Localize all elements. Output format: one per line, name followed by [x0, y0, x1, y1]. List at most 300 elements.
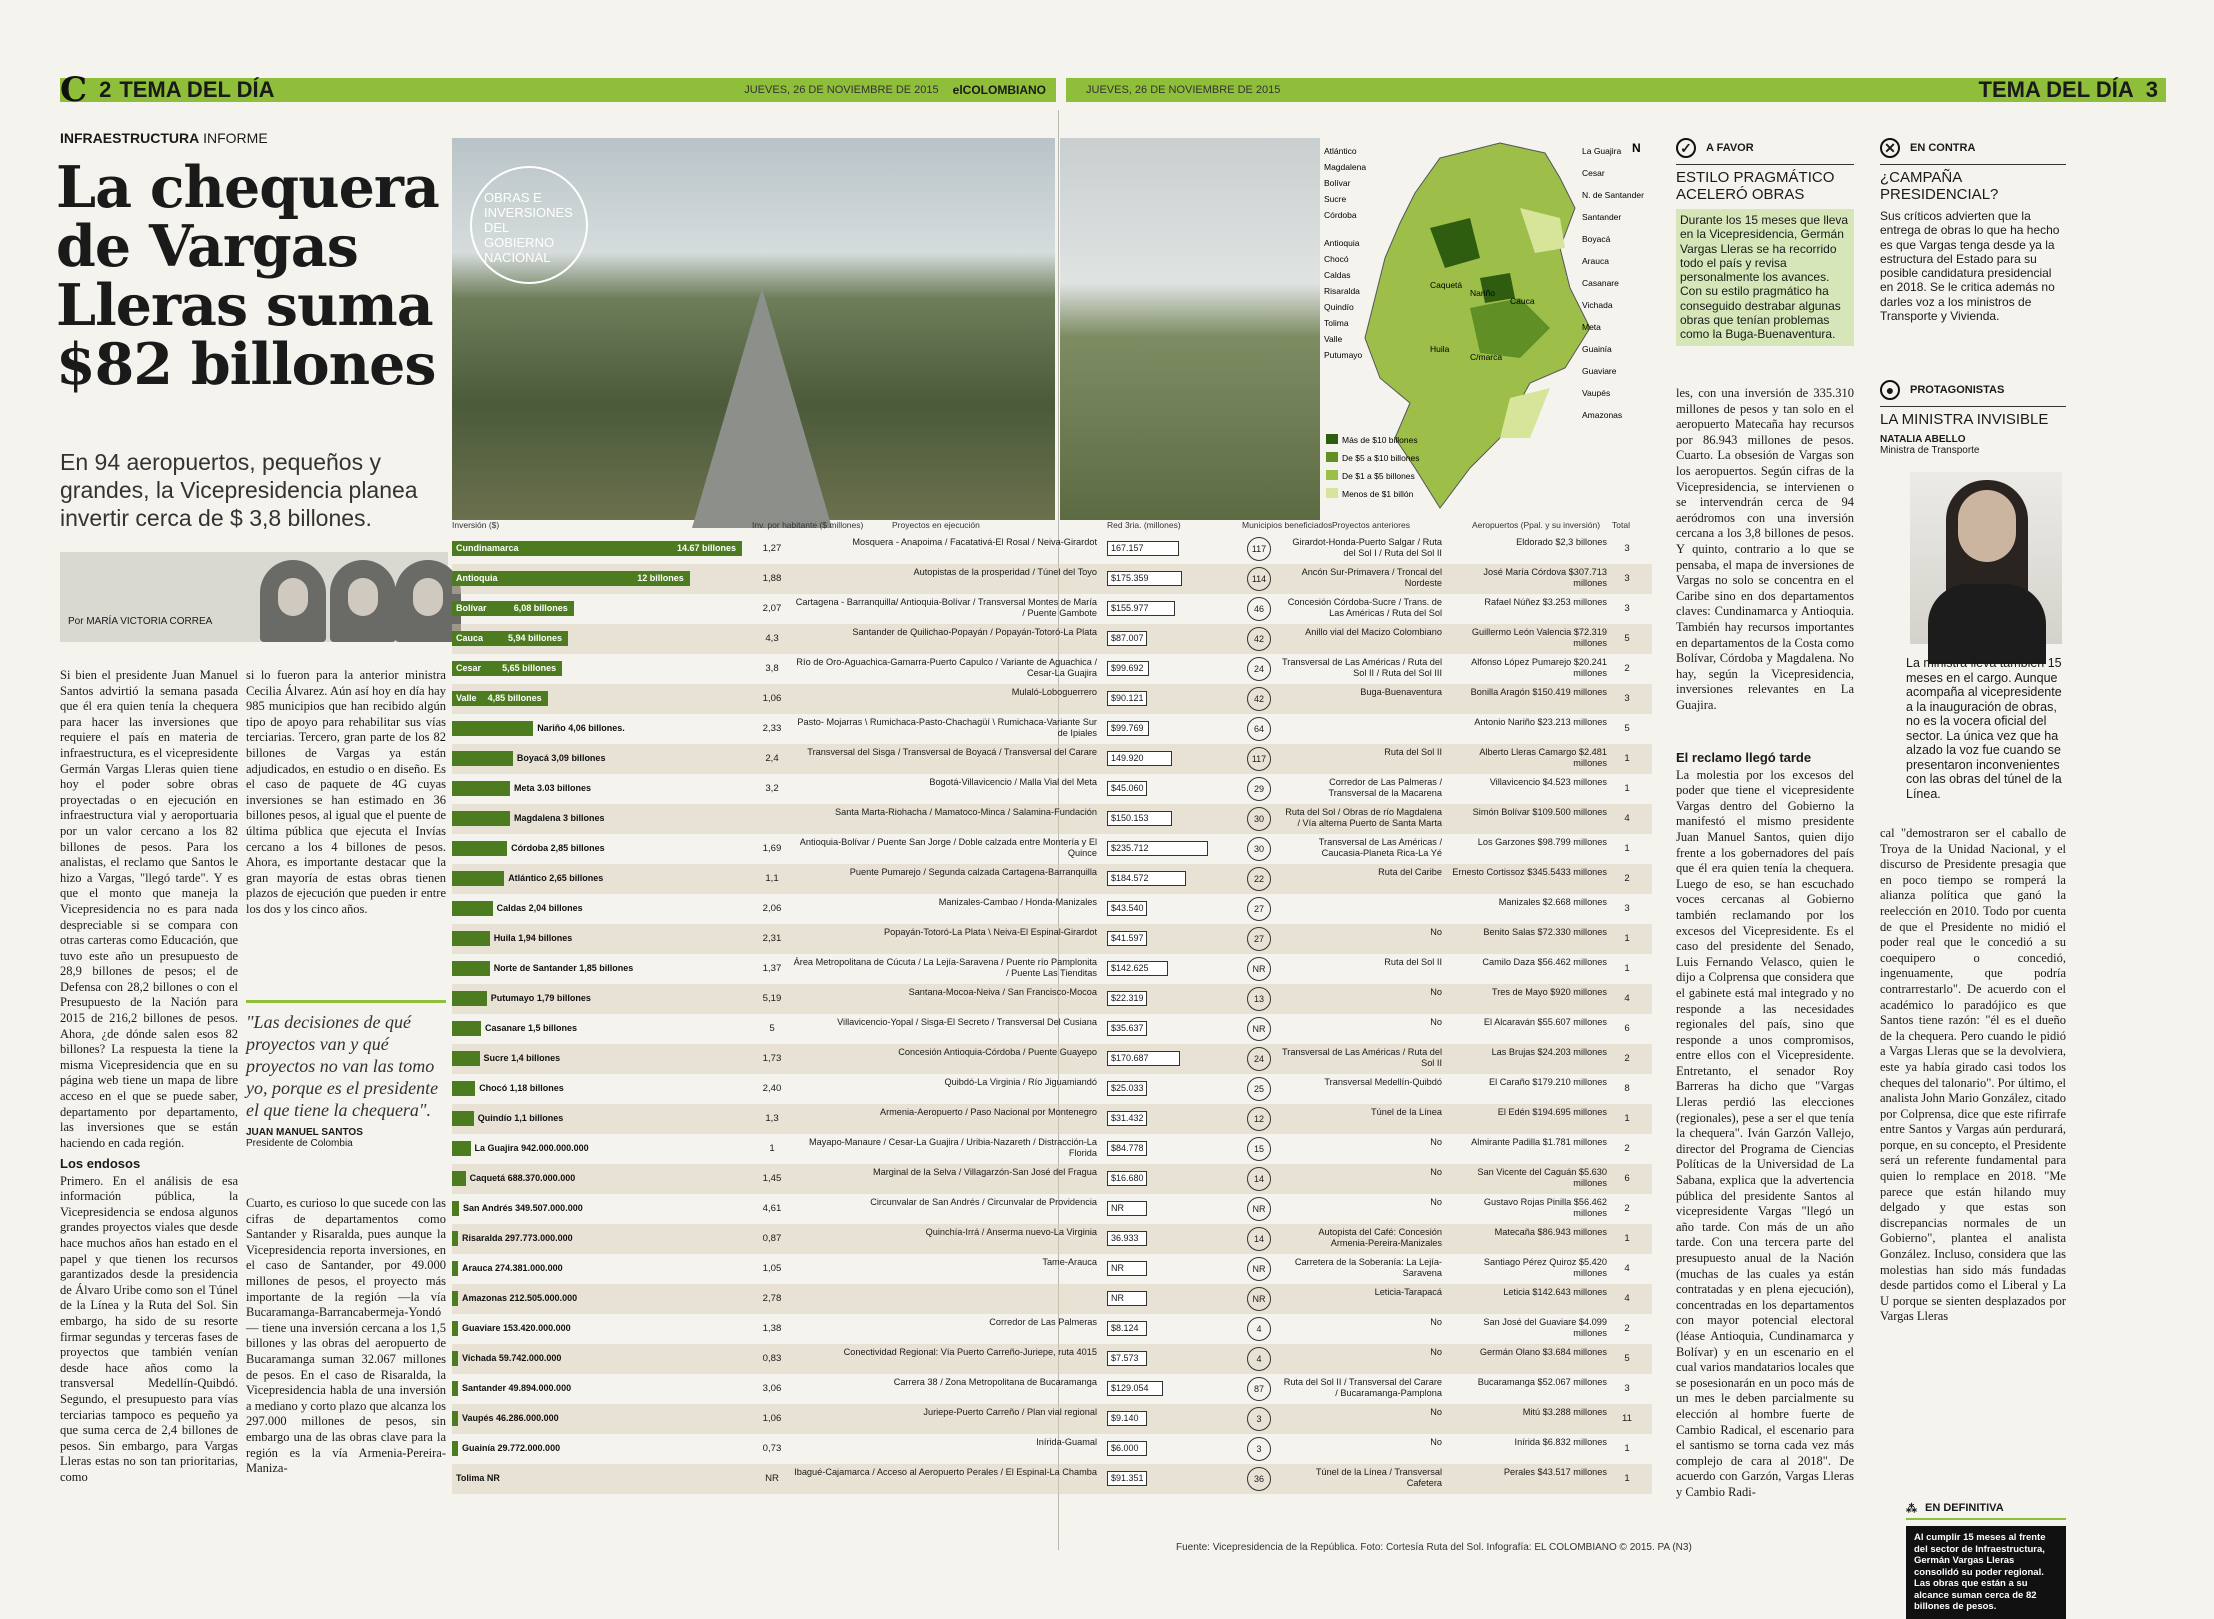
en-definitiva-label: EN DEFINITIVA — [1925, 1502, 2004, 1514]
municipalities: 117 — [1247, 747, 1271, 771]
investment-value: 349.507.000.000 — [515, 1203, 583, 1213]
map-svg — [1320, 138, 1650, 520]
map-department-label: N. de Santander — [1582, 190, 1644, 200]
a-favor-subtitle: ESTILO PRAGMÁTICO ACELERÓ OBRAS — [1676, 164, 1854, 203]
tertiary-network: $45.060 — [1107, 781, 1147, 796]
section-title-right: TEMA DEL DÍA — [1978, 77, 2134, 102]
header-date-right: JUEVES, 26 DE NOVIEMBRE DE 2015 — [1086, 84, 1281, 96]
per-capita: 1,06 — [762, 1413, 782, 1424]
per-capita: 0,83 — [762, 1353, 782, 1364]
airports: Perales $43.517 millones — [1503, 1467, 1607, 1477]
current-projects: Antioquia-Bolívar / Puente San Jorge / Doble calzada entre Montería y El Quince — [799, 837, 1097, 858]
per-capita: 2,07 — [762, 603, 782, 614]
municipalities: NR — [1247, 1257, 1271, 1281]
investment-bar — [452, 1051, 560, 1066]
investment-bar-fill — [452, 841, 507, 856]
current-projects: Villavicencio-Yopal / Sisga-El Secreto / Transversal Del Cusiana — [837, 1017, 1097, 1027]
investment-bar-fill — [452, 1141, 471, 1156]
airports: Matecaña $86.943 millones — [1494, 1227, 1607, 1237]
previous-projects: No — [1430, 1317, 1442, 1327]
per-capita: 4,61 — [762, 1203, 782, 1214]
per-capita: 1,69 — [762, 843, 782, 854]
tertiary-network: NR — [1107, 1201, 1147, 1216]
per-capita: 0,87 — [762, 1233, 782, 1244]
map-department-label: Meta — [1582, 322, 1601, 332]
current-projects: Mosquera - Anapoima / Facatativá-El Rosal / Neiva-Girardot — [852, 537, 1097, 547]
table-row — [452, 564, 1652, 594]
table-row — [452, 984, 1652, 1014]
investment-bar-fill — [452, 1171, 466, 1186]
total: 1 — [1624, 1443, 1630, 1454]
quote-author — [246, 1127, 446, 1149]
protagonistas-box — [1880, 380, 2066, 456]
investment-bar — [452, 541, 742, 556]
total: 1 — [1624, 1113, 1630, 1124]
per-capita: 2,78 — [762, 1293, 782, 1304]
current-projects: Transversal del Sisga / Transversal de Boyacá / Transversal del Carare — [807, 747, 1097, 757]
previous-projects: No — [1430, 927, 1442, 937]
table-row — [452, 1224, 1652, 1254]
en-definitiva-text: Al cumplir 15 meses al frente del sector de Infraestructura, Germán Vargas Lleras consolidó su poder regional. Las obras que están a su alcance suman cerca de 82 billones de pesos. — [1906, 1526, 2066, 1619]
investment-bar — [452, 571, 690, 586]
airports: Guillermo León Valencia $72.319 millones — [1471, 627, 1607, 648]
map-department-label: Bolívar — [1324, 178, 1351, 188]
map-department-label: Valle — [1324, 334, 1343, 344]
per-capita: 2,06 — [762, 903, 782, 914]
total: 3 — [1624, 1383, 1630, 1394]
current-projects: Concesión Antioquia-Córdoba / Puente Guayepo — [898, 1047, 1097, 1057]
department-name: Guainía — [462, 1443, 498, 1453]
deck: En 94 aeropuertos, pequeños y grandes, la Vicepresidencia planea invertir cerca de $ 3,8 billones. — [60, 449, 418, 531]
department-name: Bolívar — [456, 603, 487, 613]
investment-bar — [452, 631, 568, 646]
table-row — [452, 1134, 1652, 1164]
table-row — [452, 684, 1652, 714]
airports: San José del Guaviare $4.099 millones — [1483, 1317, 1607, 1338]
airports: Rafael Núñez $3.253 millones — [1484, 597, 1607, 607]
tertiary-network: $43.540 — [1107, 901, 1147, 916]
airports: El Alcaraván $55.607 millones — [1483, 1017, 1607, 1027]
investment-bar — [452, 721, 625, 736]
body-text: les, con una inversión de 335.310 millones de pesos y tan solo en el aeropuerto Matecaña hay recursos por 86.943 millones de pesos. Cuarto. La obsesión de Vargas son los aeropuertos. Según cifras de la Vicepresidencia, se intervienen o se intervendrán cerca de 94 aeródromos con una inversión cercana a los 3,8 billones de pesos. Y quinto, contrario a lo que se pensaba, el mapa de inversiones de Vargas no solo se concentra en el Caribe sino en dos departamentos claves: Cundinamarca y Antioquia. También hay recursos importantes en departamentos de la Costa como Bolívar, Córdoba y Magdalena. No hay, según la Vicepresidencia, inversiones relevantes en La Guajira. — [1676, 386, 1854, 712]
investment-bar — [452, 601, 574, 616]
table-row — [452, 1374, 1652, 1404]
per-capita: 4,3 — [765, 633, 779, 644]
current-projects: Corredor de Las Palmeras — [989, 1317, 1097, 1327]
current-projects: Manizales-Cambao / Honda-Manizales — [938, 897, 1097, 907]
body-column-2 — [246, 668, 446, 986]
investment-value: 12 billones — [637, 573, 684, 583]
airports: El Caraño $179.210 millones — [1489, 1077, 1607, 1087]
table-row — [452, 924, 1652, 954]
department-name: Vichada — [462, 1353, 499, 1363]
investment-bar — [452, 811, 605, 826]
tertiary-network: $16.680 — [1107, 1171, 1147, 1186]
investment-bar-fill — [452, 1261, 458, 1276]
tertiary-network: $99.769 — [1107, 721, 1149, 736]
current-projects: Área Metropolitana de Cúcuta / La Lejía-Saravena / Puente río Pamplonita / Puente Las Tienditas — [793, 957, 1097, 978]
previous-projects: Buga-Buenaventura — [1360, 687, 1442, 697]
north-arrow: N — [1632, 141, 1641, 155]
legend-label: De $5 a $10 billones — [1342, 453, 1420, 463]
table-row — [452, 1074, 1652, 1104]
investment-bar — [452, 1321, 571, 1336]
total: 6 — [1624, 1023, 1630, 1034]
investment-value: 212.505.000.000 — [509, 1293, 578, 1303]
current-projects: Santander de Quilichao-Popayán / Popayán-Totoró-La Plata — [852, 627, 1097, 637]
kicker-section: INFRAESTRUCTURA — [60, 130, 200, 146]
current-projects: Santana-Mocoa-Neiva / San Francisco-Mocoa — [908, 987, 1097, 997]
total: 5 — [1624, 723, 1630, 734]
department-name: Cesar — [456, 663, 482, 673]
en-contra-label: EN CONTRA — [1910, 142, 1976, 154]
investment-bar-fill — [452, 1411, 458, 1426]
investment-value: 29.772.000.000 — [497, 1443, 561, 1453]
investment-value: 3 billones — [563, 813, 605, 823]
table-row — [452, 654, 1652, 684]
per-capita: 5 — [769, 1023, 775, 1034]
current-projects: Puente Pumarejo / Segunda calzada Cartagena-Barranquilla — [849, 867, 1097, 877]
investment-bar-fill — [452, 991, 487, 1006]
photo-caption: OBRAS E INVERSIONES DEL GOBIERNO NACIONAL — [470, 166, 588, 284]
previous-projects: Anillo vial del Macizo Colombiano — [1305, 627, 1442, 637]
table-header — [452, 520, 1652, 534]
tertiary-network: $90.121 — [1107, 691, 1147, 706]
previous-projects: No — [1430, 1347, 1442, 1357]
table-row — [452, 1464, 1652, 1494]
airports: Eldorado $2,3 billones — [1516, 537, 1607, 547]
current-projects: Armenia-Aeropuerto / Paso Nacional por Montenegro — [879, 1107, 1097, 1117]
investment-value: 274.381.000.000 — [495, 1263, 563, 1273]
total: 2 — [1624, 663, 1630, 674]
department-name: Cundinamarca — [456, 543, 519, 553]
table-header-cell: Inv. por habitante ($ millones) — [752, 520, 864, 530]
tertiary-network: $87.007 — [1107, 631, 1147, 646]
investment-bar-fill — [452, 721, 533, 736]
investment-bar — [452, 1111, 563, 1126]
municipalities: 13 — [1247, 987, 1271, 1011]
per-capita: 1,37 — [762, 963, 782, 974]
municipalities: 14 — [1247, 1167, 1271, 1191]
department-name: Putumayo — [490, 993, 537, 1003]
total: 3 — [1624, 573, 1630, 584]
investment-bar-fill — [452, 751, 513, 766]
table-row — [452, 624, 1652, 654]
table-row — [452, 834, 1652, 864]
previous-projects: Ruta del Caribe — [1378, 867, 1442, 877]
per-capita: 2,40 — [762, 1083, 782, 1094]
airports: Mitú $3.288 millones — [1522, 1407, 1607, 1417]
per-capita: 0,73 — [762, 1443, 782, 1454]
airports: Villavicencio $4.523 millones — [1489, 777, 1607, 787]
total: 1 — [1624, 843, 1630, 854]
investment-bar-fill — [452, 811, 510, 826]
previous-projects: Leticia-Tarapacá — [1374, 1287, 1442, 1297]
page-number: 2 — [99, 77, 112, 102]
map-department-label: Córdoba — [1324, 210, 1357, 220]
tertiary-network: $7.573 — [1107, 1351, 1147, 1366]
department-name: Caldas — [496, 903, 529, 913]
investment-bar-fill — [452, 1321, 458, 1336]
tertiary-network: $150.153 — [1107, 811, 1172, 826]
table-row — [452, 1434, 1652, 1464]
newspaper-name: elCOLOMBIANO — [952, 83, 1046, 97]
total: 1 — [1624, 963, 1630, 974]
tertiary-network: $9.140 — [1107, 1411, 1147, 1426]
current-projects: Marginal de la Selva / Villagarzón-San José del Fragua — [872, 1167, 1097, 1177]
investment-bar — [452, 661, 562, 676]
per-capita: 2,4 — [765, 753, 779, 764]
previous-projects: No — [1430, 1167, 1442, 1177]
quote-author-name: JUAN MANUEL SANTOS — [246, 1127, 363, 1138]
previous-projects: No — [1430, 1437, 1442, 1447]
map-department-label: Guainía — [1582, 344, 1612, 354]
current-projects: Quibdó-La Virginia / Río Jiguamiandó — [944, 1077, 1097, 1087]
department-name: Sucre — [483, 1053, 512, 1063]
total: 3 — [1624, 543, 1630, 554]
subhead: El reclamo llegó tarde — [1676, 750, 1812, 765]
investment-value: 5,65 billones — [502, 663, 557, 673]
investment-value: 1,18 billones — [509, 1083, 564, 1093]
investment-value: 2,85 billones — [550, 843, 605, 853]
legend-label: Menos de $1 billón — [1342, 489, 1414, 499]
airports: Ernesto Cortissoz $345.5433 millones — [1452, 867, 1607, 877]
investment-bar — [452, 1081, 564, 1096]
investment-bar-fill — [452, 781, 510, 796]
airports: José María Córdova $307.713 millones — [1483, 567, 1607, 588]
table-row — [452, 774, 1652, 804]
airports: Inírida $6.832 millones — [1514, 1437, 1607, 1447]
investment-value: 3.03 billones — [537, 783, 592, 793]
total: 6 — [1624, 1173, 1630, 1184]
page-number-right: 3 — [2145, 77, 2158, 102]
map-department-label: Caquetá — [1430, 280, 1463, 290]
map-department-label: Cesar — [1582, 168, 1605, 178]
map-department-label: Huila — [1430, 344, 1450, 354]
municipalities: 30 — [1247, 837, 1271, 861]
department-name: La Guajira — [474, 1143, 522, 1153]
municipalities: 24 — [1247, 1047, 1271, 1071]
current-projects: Pasto- Mojarras \ Rumichaca-Pasto-Chachagüí \ Rumichaca-Variante Sur de Ipiales — [797, 717, 1097, 738]
department-name: Quindío — [477, 1113, 515, 1123]
total: 2 — [1624, 1143, 1630, 1154]
tertiary-network: $99.692 — [1107, 661, 1149, 676]
airports: Camilo Daza $56.462 millones — [1482, 957, 1607, 967]
per-capita: 1 — [769, 1143, 775, 1154]
municipalities: 27 — [1247, 927, 1271, 951]
department-name: Meta — [514, 783, 538, 793]
tertiary-network: 167.157 — [1107, 541, 1179, 556]
airports: Almirante Padilla $1.781 millones — [1471, 1137, 1607, 1147]
total: 11 — [1622, 1413, 1632, 1424]
tertiary-network: 36.933 — [1107, 1231, 1147, 1246]
tertiary-network: NR — [1107, 1261, 1147, 1276]
previous-projects: Girardot-Honda-Puerto Salgar / Ruta del Sol I / Ruta del Sol II — [1292, 537, 1442, 558]
municipalities: 46 — [1247, 597, 1271, 621]
table-header-cell: Red 3ria. (millones) — [1107, 520, 1181, 530]
investment-value: NR — [486, 1473, 500, 1483]
total: 5 — [1624, 1353, 1630, 1364]
municipalities: NR — [1247, 1017, 1271, 1041]
department-name: Amazonas — [462, 1293, 510, 1303]
municipalities: 87 — [1247, 1377, 1271, 1401]
map-department-label: Cauca — [1510, 296, 1535, 306]
per-capita: 2,31 — [762, 933, 782, 944]
investment-value: 5,94 billones — [507, 633, 562, 643]
en-contra-text: Sus críticos advierten que la entrega de obras lo que ha hecho es que Vargas tenga desde ya la estructura del Estado para su posible candidatura presidencial en 2018. Se le critica además no darles voz a los ministros de Transporte y Vivienda. — [1880, 209, 2060, 324]
airports: Antonio Nariño $23.213 millones — [1474, 717, 1607, 727]
map-department-label: Amazonas — [1582, 410, 1623, 420]
investment-value: 2,65 billones — [549, 873, 604, 883]
table-header-cell: Proyectos anteriores — [1332, 520, 1410, 530]
per-capita: 3,8 — [765, 663, 779, 674]
table-row — [452, 1104, 1652, 1134]
previous-projects: Concesión Córdoba-Sucre / Trans. de Las Américas / Ruta del Sol — [1287, 597, 1442, 618]
check-icon: ✓ — [1676, 138, 1696, 158]
table-header-cell: Total — [1612, 520, 1630, 530]
body-text: Si bien el presidente Juan Manuel Santos advirtió la semana pasada que él era quien tenía la chequera para hacer las inversiones que requiere el país en materia de infraestructura, es el vicepresidente Germán Vargas Lleras quien tiene hoy el poder sobre obras proyectadas o en ejecución en infraestructura vial y aeroportuaria por un valor cercano a los 82 billones de pesos. Para los analistas, el reclamo que Santos le hizo a Vargas, "llegó tarde". Y es que el monto que maneja la Vicepresidencia no es para nada despreciable si se compara con otras carteras como Educación, que tuvo este año un presupuesto de 28,9 billones de pesos; el de Defensa con 28,2 billones o con el Presupuesto de la Nación para 2015 de 216,2 billones de pesos. Ahora, ¿de dónde salen esos 82 billones? La respuesta la tiene la misma Vicepresidencia que en su página web tiene un mapa de libre acceso en el que se puede saber, departamento por departamento, las inversiones que se están haciendo en cada región. — [60, 668, 238, 1150]
current-projects: Ibagué-Cajamarca / Acceso al Aeropuerto Perales / El Espinal-La Chamba — [794, 1467, 1097, 1477]
investment-value: 59.742.000.000 — [498, 1353, 562, 1363]
investment-bar — [452, 1171, 575, 1186]
investment-value: 1,4 billones — [511, 1053, 561, 1063]
municipalities: 24 — [1247, 657, 1271, 681]
municipalities: 4 — [1247, 1347, 1271, 1371]
investment-bar — [452, 1351, 561, 1366]
department-name: Chocó — [479, 1083, 510, 1093]
investment-value: 14.67 billones — [676, 543, 736, 553]
investment-value: 153.420.000.000 — [503, 1323, 571, 1333]
tertiary-network: $35.637 — [1107, 1021, 1147, 1036]
tertiary-network: $91.351 — [1107, 1471, 1147, 1486]
per-capita: 1,45 — [762, 1173, 782, 1184]
investment-bar — [452, 751, 605, 766]
map-department-label: Boyacá — [1582, 234, 1611, 244]
municipalities: 22 — [1247, 867, 1271, 891]
a-favor-text: Durante los 15 meses que lleva en la Vicepresidencia, Germán Vargas Lleras se ha recorrido todo el país y revisa personalmente los avances. Con su estilo pragmático ha conseguido destrabar algunas obras que tenían problemas como la Buga-Buenaventura. — [1676, 209, 1854, 346]
previous-projects: No — [1430, 987, 1442, 997]
tertiary-network: $170.687 — [1107, 1051, 1180, 1066]
airports: Gustavo Rojas Pinilla $56.462 millones — [1483, 1197, 1607, 1218]
en-contra-subtitle: ¿CAMPAÑA PRESIDENCIAL? — [1880, 164, 2066, 203]
investment-value: 1,79 billones — [536, 993, 591, 1003]
previous-projects: Transversal Medellín-Quibdó — [1324, 1077, 1442, 1087]
municipalities: 29 — [1247, 777, 1271, 801]
per-capita: 1,73 — [762, 1053, 782, 1064]
total: 4 — [1624, 993, 1630, 1004]
tertiary-network: $22.319 — [1107, 991, 1147, 1006]
en-contra-box — [1880, 138, 2066, 323]
source-credit: Fuente: Vicepresidencia de la República. Foto: Cortesía Ruta del Sol. Infografía: EL COLOMBIANO © 2015. PA (N3) — [1176, 1542, 1692, 1553]
per-capita: 1,05 — [762, 1263, 782, 1274]
table-row — [452, 1344, 1652, 1374]
body-text: Cuarto, es curioso lo que sucede con las cifras de departamentos como Santander y Risaralda, pues aunque la Vicepresidencia reporta inversiones, en el caso de Santander, por 49.000 millones de pesos, el proyecto más importante de la región —la vía Bucaramanga-Barrancabermeja-Yondó— tiene una inversión cercana a los 1,5 billones y las obras del aeropuerto de Bucaramanga suman 32.067 millones de pesos. En el caso de Risaralda, la Vicepresidencia habla de una inversión a mediano y corto plazo que alcanza los 297.000 millones de pesos, sin embargo una de las obras clave para la región es la vía Armenia-Pereira-Maniza- — [246, 1196, 446, 1476]
investment-value: 1,1 billones — [514, 1113, 564, 1123]
tertiary-network: $129.054 — [1107, 1381, 1163, 1396]
map-department-label: Vichada — [1582, 300, 1613, 310]
department-name: Cauca — [456, 633, 484, 643]
table-row — [452, 744, 1652, 774]
investment-bar-fill — [452, 931, 490, 946]
airports: Germán Olano $3.684 millones — [1479, 1347, 1607, 1357]
total: 4 — [1624, 813, 1630, 824]
landscape-photo — [1060, 138, 1320, 520]
header-date: JUEVES, 26 DE NOVIEMBRE DE 2015 — [744, 84, 939, 96]
investment-bar — [452, 1411, 559, 1426]
department-name: Valle — [456, 693, 477, 703]
total: 4 — [1624, 1293, 1630, 1304]
municipalities: NR — [1247, 1197, 1271, 1221]
map-department-label: Quindío — [1324, 302, 1354, 312]
per-capita: NR — [765, 1473, 779, 1484]
investment-value: 1,5 billones — [528, 1023, 578, 1033]
protagonistas-label: PROTAGONISTAS — [1910, 384, 2005, 396]
investment-bar — [452, 841, 605, 856]
current-projects: Conectividad Regional: Vía Puerto Carreño-Juriepe, ruta 4015 — [843, 1347, 1097, 1357]
previous-projects: Carretera de la Soberanía: La Lejía-Saravena — [1294, 1257, 1442, 1278]
tertiary-network: $6.000 — [1107, 1441, 1147, 1456]
section-title: TEMA DEL DÍA — [119, 77, 275, 102]
tertiary-network: $41.597 — [1107, 931, 1147, 946]
quote-author-role: Presidente de Colombia — [246, 1138, 353, 1149]
map-department-label: Arauca — [1582, 256, 1609, 266]
current-projects: Popayán-Totoró-La Plata \ Neiva-El Espinal-Girardot — [884, 927, 1097, 937]
municipalities: 36 — [1247, 1467, 1271, 1491]
colombia-map — [1320, 138, 1650, 520]
right-column-1b — [1676, 744, 1854, 1550]
airports: Tres de Mayo $920 millones — [1491, 987, 1607, 997]
table-row — [452, 864, 1652, 894]
table-header-cell: Proyectos en ejecución — [892, 520, 980, 530]
tertiary-network: $235.712 — [1107, 841, 1208, 856]
per-capita: 1,06 — [762, 693, 782, 704]
total: 1 — [1624, 753, 1630, 764]
table-row — [452, 1314, 1652, 1344]
previous-projects: Transversal de Las Américas / Caucasia-Planeta Rica-La Yé — [1318, 837, 1442, 858]
current-projects: Quinchía-Irrá / Anserma nuevo-La Virginia — [925, 1227, 1097, 1237]
investment-bar — [452, 931, 572, 946]
municipalities: 14 — [1247, 1227, 1271, 1251]
municipalities: 25 — [1247, 1077, 1271, 1101]
investment-bar-fill — [452, 1381, 458, 1396]
airports: Simón Bolívar $109.500 millones — [1472, 807, 1607, 817]
airports: Alfonso López Pumarejo $20.241 millones — [1471, 657, 1607, 678]
municipalities: 114 — [1247, 567, 1271, 591]
subhead: Los endosos — [60, 1156, 141, 1171]
previous-projects: Autopista del Café: Concesión Armenia-Pereira-Manizales — [1318, 1227, 1442, 1248]
per-capita: 1,27 — [762, 543, 782, 554]
author-photo — [60, 552, 448, 642]
investment-bar — [452, 1291, 577, 1306]
protagonistas-subtitle: LA MINISTRA INVISIBLE — [1880, 406, 2066, 428]
per-capita: 1,38 — [762, 1323, 782, 1334]
investment-value: 3,09 billones — [551, 753, 606, 763]
current-projects: Cartagena - Barranquilla/ Antioquia-Bolívar / Transversal Montes de María / Puente Gambote — [795, 597, 1097, 618]
cross-icon: ✕ — [1880, 138, 1900, 158]
previous-projects: Ruta del Sol II — [1384, 957, 1442, 967]
kicker-type: INFORME — [203, 130, 268, 146]
investment-value: 6,08 billones — [513, 603, 568, 613]
municipalities: 42 — [1247, 627, 1271, 651]
tertiary-network: $8.124 — [1107, 1321, 1147, 1336]
table-row — [452, 1014, 1652, 1044]
table-row — [452, 594, 1652, 624]
table-row — [452, 714, 1652, 744]
headline: La chequera de Vargas Lleras suma $82 billones — [56, 154, 439, 398]
department-name: Nariño — [537, 723, 569, 733]
department-name: Guaviare — [462, 1323, 504, 1333]
body-column-1 — [60, 668, 238, 1148]
